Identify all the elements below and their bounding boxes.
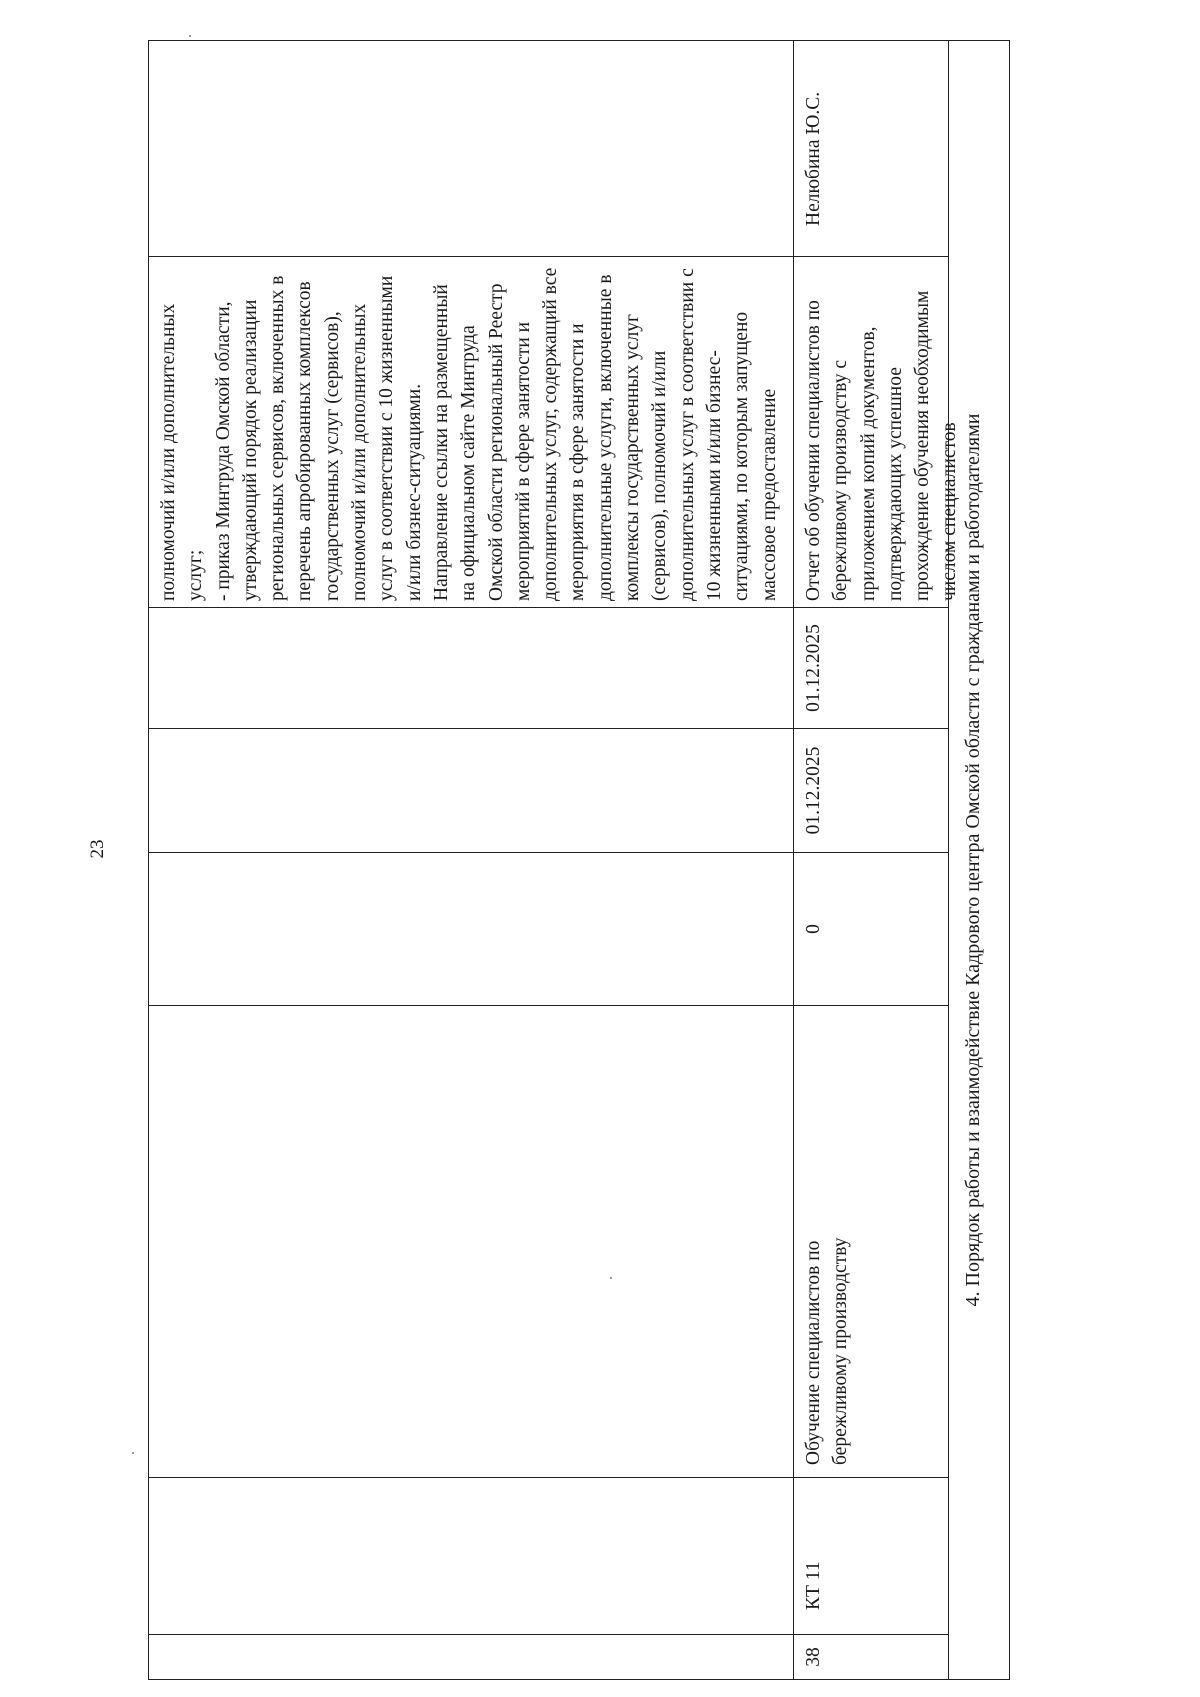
page-number: 23 bbox=[87, 839, 108, 859]
scan-speck bbox=[189, 35, 191, 37]
scan-speck bbox=[610, 1277, 612, 1279]
row-38-responsible: Нелюбина Ю.С. bbox=[793, 40, 949, 257]
prev-row-value-cell bbox=[148, 852, 794, 1006]
row-38-name: Обучение специалистов по бережливому производству bbox=[793, 1005, 949, 1478]
prev-row-result-text: полномочий и/или дополнительных услуг; - приказ Минтруда Омской области, утверждающий порядок реализации региональных сервисов, включенных в перечень апробированных комплексов государственных услуг (сервисов), полномочий и/или дополнительных услуг в соответствии с 10 жизненными и/или бизнес-ситуациями. Направление ссылки на размещенный на официальном сайте Минтруда Омской области региональный Реестр мероприятий в сфере занятости и дополнительных услуг, содержащий все мероприятия в сфере занятости и дополнительные услуги, включенные в комплексы государственных услуг (сервисов), полномочий и/или дополнительных услуг в соответствии с 10 жизненными и/или бизнес-ситуациями, по которым запущено массовое предоставление bbox=[148, 256, 794, 608]
prev-row-responsible-cell bbox=[148, 40, 794, 257]
row-38-number: 38 bbox=[793, 1634, 949, 1680]
prev-row-number-cell bbox=[148, 1634, 794, 1680]
row-38-value: 0 bbox=[793, 852, 949, 1006]
section-title: 4. Порядок работы и взаимодействие Кадрового центра Омской области с гражданами и работодателями bbox=[948, 40, 1010, 1680]
row-38-code: КТ 11 bbox=[793, 1477, 949, 1635]
prev-row-code-cell bbox=[148, 1477, 794, 1635]
row-38-date-start: 01.12.2025 bbox=[793, 728, 949, 853]
plan-table bbox=[148, 40, 1118, 1680]
row-38-result: Отчет об обучении специалистов по бережливому производству с приложением копий документов, подтверждающих успешное прохождение обучения необходимым числом специалистов bbox=[793, 256, 949, 608]
scan-speck bbox=[132, 1452, 134, 1454]
prev-row-date-start-cell bbox=[148, 728, 794, 853]
prev-row-name-cell bbox=[148, 1005, 794, 1478]
prev-row-date-end-cell bbox=[148, 607, 794, 729]
row-38-date-end: 01.12.2025 bbox=[793, 607, 949, 729]
